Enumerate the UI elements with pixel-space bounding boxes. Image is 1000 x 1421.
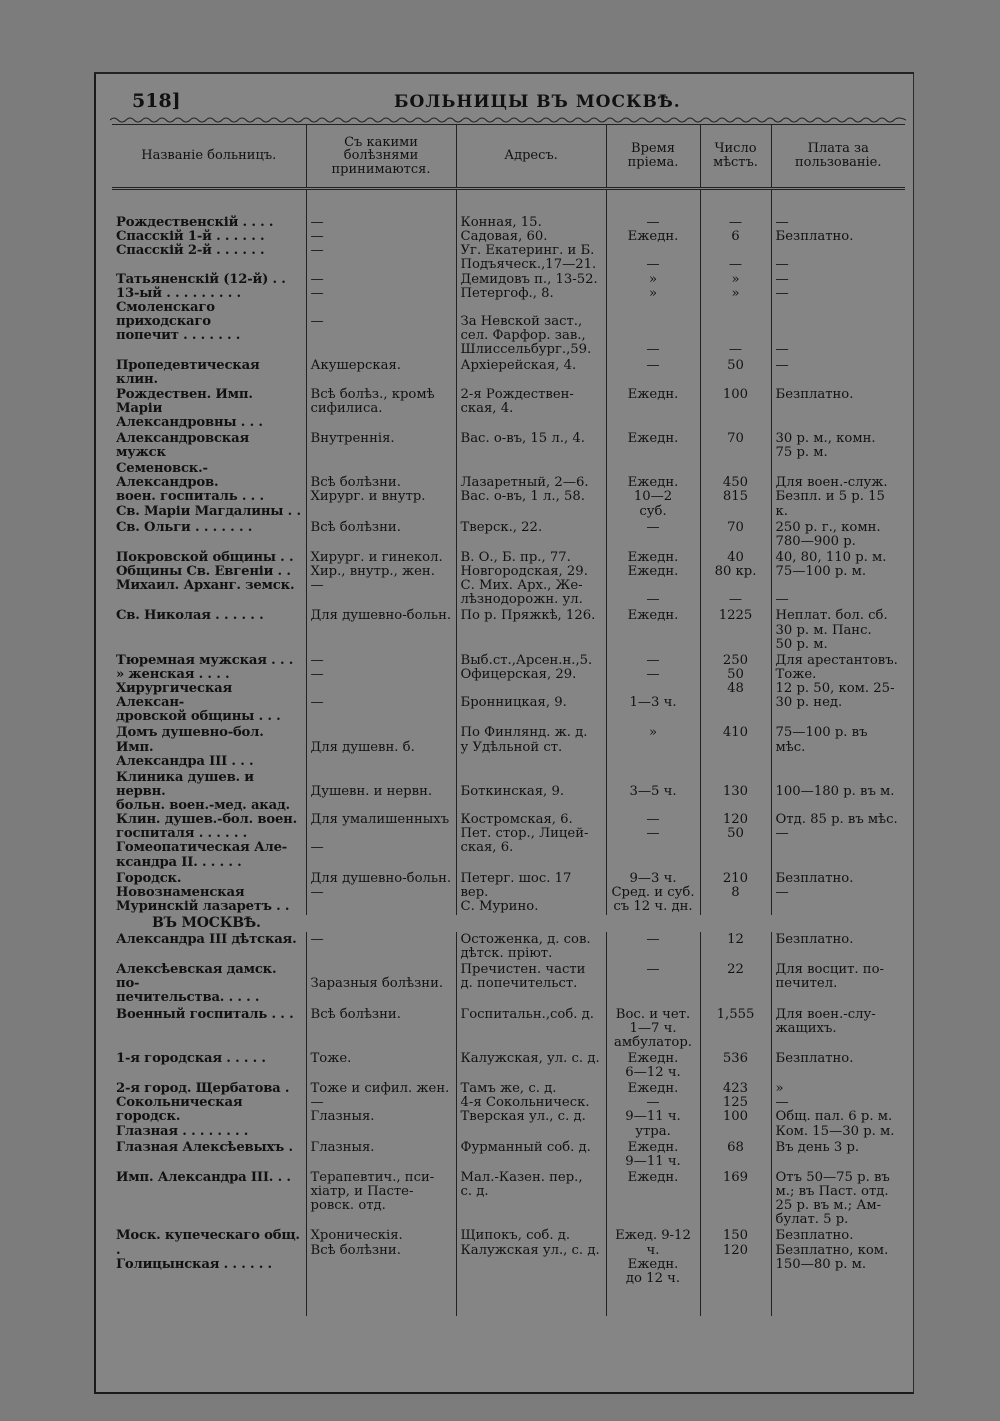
cell-places: 450 815 [700, 461, 771, 520]
cell-fee: Неплат. бол. сб. 30 р. м. Панс. 50 р. м. [771, 608, 905, 652]
cell-fee: Безплатно. — [771, 871, 905, 915]
cell-fee: 100—180 р. въ м. Отд. 85 р. въ мѣс. — [771, 770, 905, 871]
cell-time: Вос. и чет. 1—7 ч. амбулатор. [606, 1007, 700, 1051]
cell-address: По р. Пряжкѣ, 126. [456, 608, 606, 652]
cell-time: — — 1—3 ч. [606, 653, 700, 726]
cell-address: Петерг. шос. 17 вер. С. Мурино. [456, 871, 606, 915]
cell-time: — Ежедн. — » » — [606, 189, 700, 359]
cell-time: Ежедн. 10—2 суб. [606, 461, 700, 520]
cell-time: — [606, 962, 700, 1006]
table-row [112, 461, 905, 520]
cell-fee: Отъ 50—75 р. въ м.; въ Паст. отд. 25 р. въ м.; Ам- булат. 5 р. [771, 1170, 905, 1229]
cell-diseases: Всѣ болѣзни. [306, 1007, 456, 1051]
table-row [112, 189, 905, 359]
cell-address: Госпитальн.,соб. д. [456, 1007, 606, 1051]
cell-name: Клиника душев. и нервн. больн. воен.-мед. акад. Клин. душев.-бол. воен. госпиталя . . . . . . Гомеопатическая Але- ксандра II. . . . . . [116, 769, 297, 870]
cell-time: 9—3 ч. Сред. и суб. съ 12 ч. дн. [606, 871, 700, 915]
cell-diseases: Заразныя болѣзни. [306, 962, 456, 1006]
table-row [112, 725, 905, 769]
cell-diseases: — — — — — — [306, 189, 456, 359]
cell-name: Александра III дѣтская. [116, 931, 297, 947]
cell-time: Ежедн. [606, 608, 700, 652]
cell-address: Архіерейская, 4. 2-я Рождествен- ская, 4. [456, 358, 606, 431]
cell-address: Фурманный соб. д. [456, 1140, 606, 1170]
table-body [112, 189, 905, 1316]
decorative-wave-rule [110, 114, 906, 124]
cell-name: Глазная Алексѣевыхъ . [116, 1139, 293, 1155]
cell-places: 410 [700, 725, 771, 769]
table-row [112, 871, 905, 915]
cell-name: Александровская мужск [116, 430, 249, 460]
cell-fee: Безплатно. [771, 932, 905, 962]
cell-fee: 250 р. г., комн. 780—900 р. [771, 520, 905, 550]
cell-time: Ежедн. Ежедн. — [606, 550, 700, 609]
table-header-row [112, 125, 905, 189]
table-row [112, 1170, 905, 1229]
cell-address: Лазаретный, 2—6. Вас. о-въ, 1 л., 58. [456, 461, 606, 520]
cell-name: Имп. Александра III. . . [116, 1169, 291, 1185]
cell-places: 250 50 48 [700, 653, 771, 726]
cell-time: Ежедн. 9—11 ч. [606, 1140, 700, 1170]
cell-time: 3—5 ч. — — [606, 770, 700, 871]
table-row [112, 1140, 905, 1170]
cell-name: 1-я городская . . . . . [116, 1050, 266, 1066]
cell-places: 40 80 кр. — [700, 550, 771, 609]
cell-places: 12 [700, 932, 771, 962]
section-row [112, 915, 905, 932]
cell-fee: 40, 80, 110 р. м. 75—100 р. м. — [771, 550, 905, 609]
cell-places: 70 [700, 520, 771, 550]
cell-time: Ежедн. — 9—11 ч. утра. [606, 1081, 700, 1140]
cell-diseases: — [306, 932, 456, 962]
cell-diseases: Хроническія. Всѣ болѣзни. [306, 1228, 456, 1316]
cell-name: Св. Николая . . . . . . [116, 608, 264, 624]
cell-address: Выб.ст.,Арсен.н.,5. Офицерская, 29. Бронницкая, 9. [456, 653, 606, 726]
cell-fee: Безплатно. [771, 1051, 905, 1081]
cell-address: Мал.-Казен. пер., с. д. [456, 1170, 606, 1229]
cell-name: Покровской общины . . Общины Св. Евгеніи . . Михаил. Арханг. земск. [116, 549, 295, 594]
cell-places: 130 120 50 [700, 770, 771, 871]
cell-places: 169 [700, 1170, 771, 1229]
document-page [94, 74, 914, 1394]
cell-diseases: Душевн. и нервн. Для умалишенныхъ — [306, 770, 456, 871]
cell-time: Ежед. 9-12 ч. Ежедн. до 12 ч. [606, 1228, 700, 1316]
column-header-address: Адресъ. [456, 125, 606, 189]
cell-places: 210 8 [700, 871, 771, 915]
cell-address: Конная, 15. Садовая, 60. Уг. Екатеринг. и Б. Подъяческ.,17—21. Демидовъ п., 13-52. Петергоф., 8. За Невской заст., сел. Фарфор. зав., Шлиссельбург.,59. [456, 189, 606, 359]
cell-time: — Ежедн. [606, 358, 700, 431]
page-header [114, 86, 904, 114]
column-header-places: Число мѣстъ. [700, 125, 771, 189]
cell-fee: Для восцит. по- печител. [771, 962, 905, 1006]
cell-time: Ежедн. [606, 431, 700, 461]
cell-diseases: Для душевно-больн. — [306, 871, 456, 915]
cell-diseases: Для душевн. б. [306, 725, 456, 769]
cell-time: — [606, 520, 700, 550]
cell-address: Вас. о-въ, 15 л., 4. [456, 431, 606, 461]
table-row [112, 550, 905, 609]
cell-name: Домъ душевно-бол. Имп. Александра III . . . [116, 725, 264, 769]
cell-fee: Для арестантовъ. Тоже. 12 р. 50, ком. 25- 30 р. нед. [771, 653, 905, 726]
cell-places: 22 [700, 962, 771, 1006]
cell-name: Военный госпиталь . . . [116, 1006, 294, 1022]
table-row [112, 932, 905, 962]
cell-name: Рождественскій . . . . Спасскій 1-й . . . . . . Спасскій 2-й . . . . . . Татьяненскій (12-й) . . 13-ый . . . . . . . . . Смоленскаго приходскаго попечит . . . . . . . [116, 215, 286, 343]
cell-time: Ежедн. 6—12 ч. [606, 1051, 700, 1081]
cell-places: 50 100 [700, 358, 771, 431]
cell-name: Тюремная мужская . . . » женская . . . . Хирургическая Алексан- дровской общины . . . [116, 652, 294, 725]
cell-time: — [606, 932, 700, 962]
page-number: 518] [132, 90, 181, 112]
table-row [112, 1051, 905, 1081]
cell-fee: Безплатно. Безплатно, ком. 150—80 р. м. [771, 1228, 905, 1316]
table-row [112, 1081, 905, 1140]
cell-address: Щипокъ, соб. д. Калужская ул., с. д. [456, 1228, 606, 1316]
cell-fee: 75—100 р. въ мѣс. [771, 725, 905, 769]
cell-address: Тверск., 22. [456, 520, 606, 550]
cell-places: — 6 — » » — [700, 189, 771, 359]
cell-places: 68 [700, 1140, 771, 1170]
cell-name: Св. Ольги . . . . . . . [116, 519, 253, 535]
cell-places: 1,555 [700, 1007, 771, 1051]
cell-diseases: Терапевтич., пси- хіатр, и Пасте- ровск. отд. [306, 1170, 456, 1229]
cell-time: » [606, 725, 700, 769]
cell-fee: Въ день 3 р. [771, 1140, 905, 1170]
page-title: БОЛЬНИЦЫ ВЪ МОСКВѢ. [394, 92, 681, 112]
cell-diseases: Хирург. и гинекол. Хир., внутр., жен. — [306, 550, 456, 609]
cell-address: Тамъ же, с. д. 4-я Сокольническ. Тверская ул., с. д. [456, 1081, 606, 1140]
cell-fee: » — Общ. пал. 6 р. м. Ком. 15—30 р. м. [771, 1081, 905, 1140]
cell-diseases: Для душевно-больн. [306, 608, 456, 652]
section-heading: ВЪ МОСКВѢ. [152, 915, 261, 931]
cell-time: Ежедн. [606, 1170, 700, 1229]
cell-fee: Для воен.-слу- жащихъ. [771, 1007, 905, 1051]
cell-places: 150 120 [700, 1228, 771, 1316]
cell-address: В. О., Б. пр., 77. Новгородская, 29. С. Мих. Арх., Же- лѣзнодорожн. ул. [456, 550, 606, 609]
table-row [112, 1228, 905, 1316]
table-row [112, 653, 905, 726]
column-header-fee: Плата за пользованіе. [771, 125, 905, 189]
cell-diseases: Всѣ болѣзни. Хирург. и внутр. [306, 461, 456, 520]
cell-address: Остоженка, д. сов. дѣтск. пріют. [456, 932, 606, 962]
table-row [112, 520, 905, 550]
cell-name: Семеновск.-Александров. воен. госпиталь . . . Св. Маріи Магдалины . . [116, 461, 301, 519]
cell-fee: 30 р. м., комн. 75 р. м. [771, 431, 905, 461]
cell-places: 423 125 100 [700, 1081, 771, 1140]
column-header-diseases: Съ какими болѣзнями принимаются. [306, 125, 456, 189]
cell-fee: — Безплатно. — — — — [771, 189, 905, 359]
cell-name: 2-я город. Щербатова . Сокольническая городск. Глазная . . . . . . . . [116, 1081, 290, 1139]
column-header-time: Время пріема. [606, 125, 700, 189]
cell-address: Боткинская, 9. Костромская, 6. Пет. стор., Лицей- ская, 6. [456, 770, 606, 871]
cell-diseases: — — — [306, 653, 456, 726]
cell-fee: — Безплатно. [771, 358, 905, 431]
cell-name: Моск. купеческаго общ. . Голицынская . . . . . . [116, 1228, 300, 1272]
table-row [112, 770, 905, 871]
cell-diseases: Всѣ болѣзни. [306, 520, 456, 550]
cell-diseases: Глазныя. [306, 1140, 456, 1170]
cell-name: Алексѣевская дамск. по- печительства. . . . . [116, 962, 277, 1006]
cell-places: 536 [700, 1051, 771, 1081]
table-row [112, 608, 905, 652]
table-row [112, 358, 905, 431]
cell-address: По Финлянд. ж. д. у Удѣльной ст. [456, 725, 606, 769]
hospitals-table [112, 124, 905, 1316]
column-header-name: Названіе больницъ. [112, 125, 306, 189]
cell-name: Городск. Новознаменская Муринскій лазаретъ . . [116, 870, 290, 914]
cell-diseases: Внутреннія. [306, 431, 456, 461]
cell-places: 70 [700, 431, 771, 461]
cell-places: 1225 [700, 608, 771, 652]
table-row [112, 962, 905, 1006]
cell-address: Калужская, ул. с. д. [456, 1051, 606, 1081]
cell-diseases: Акушерская. Всѣ болѣз., кромѣ сифилиса. [306, 358, 456, 431]
cell-diseases: Тоже. [306, 1051, 456, 1081]
table-row [112, 431, 905, 461]
table-row [112, 1007, 905, 1051]
cell-diseases: Тоже и сифил. жен. — Глазныя. [306, 1081, 456, 1140]
cell-address: Пречистен. части д. попечительст. [456, 962, 606, 1006]
cell-fee: Для воен.-служ. Безпл. и 5 р. 15 к. [771, 461, 905, 520]
cell-name: Пропедевтическая клин. Рождествен. Имп. Маріи Александровны . . . [116, 358, 263, 430]
